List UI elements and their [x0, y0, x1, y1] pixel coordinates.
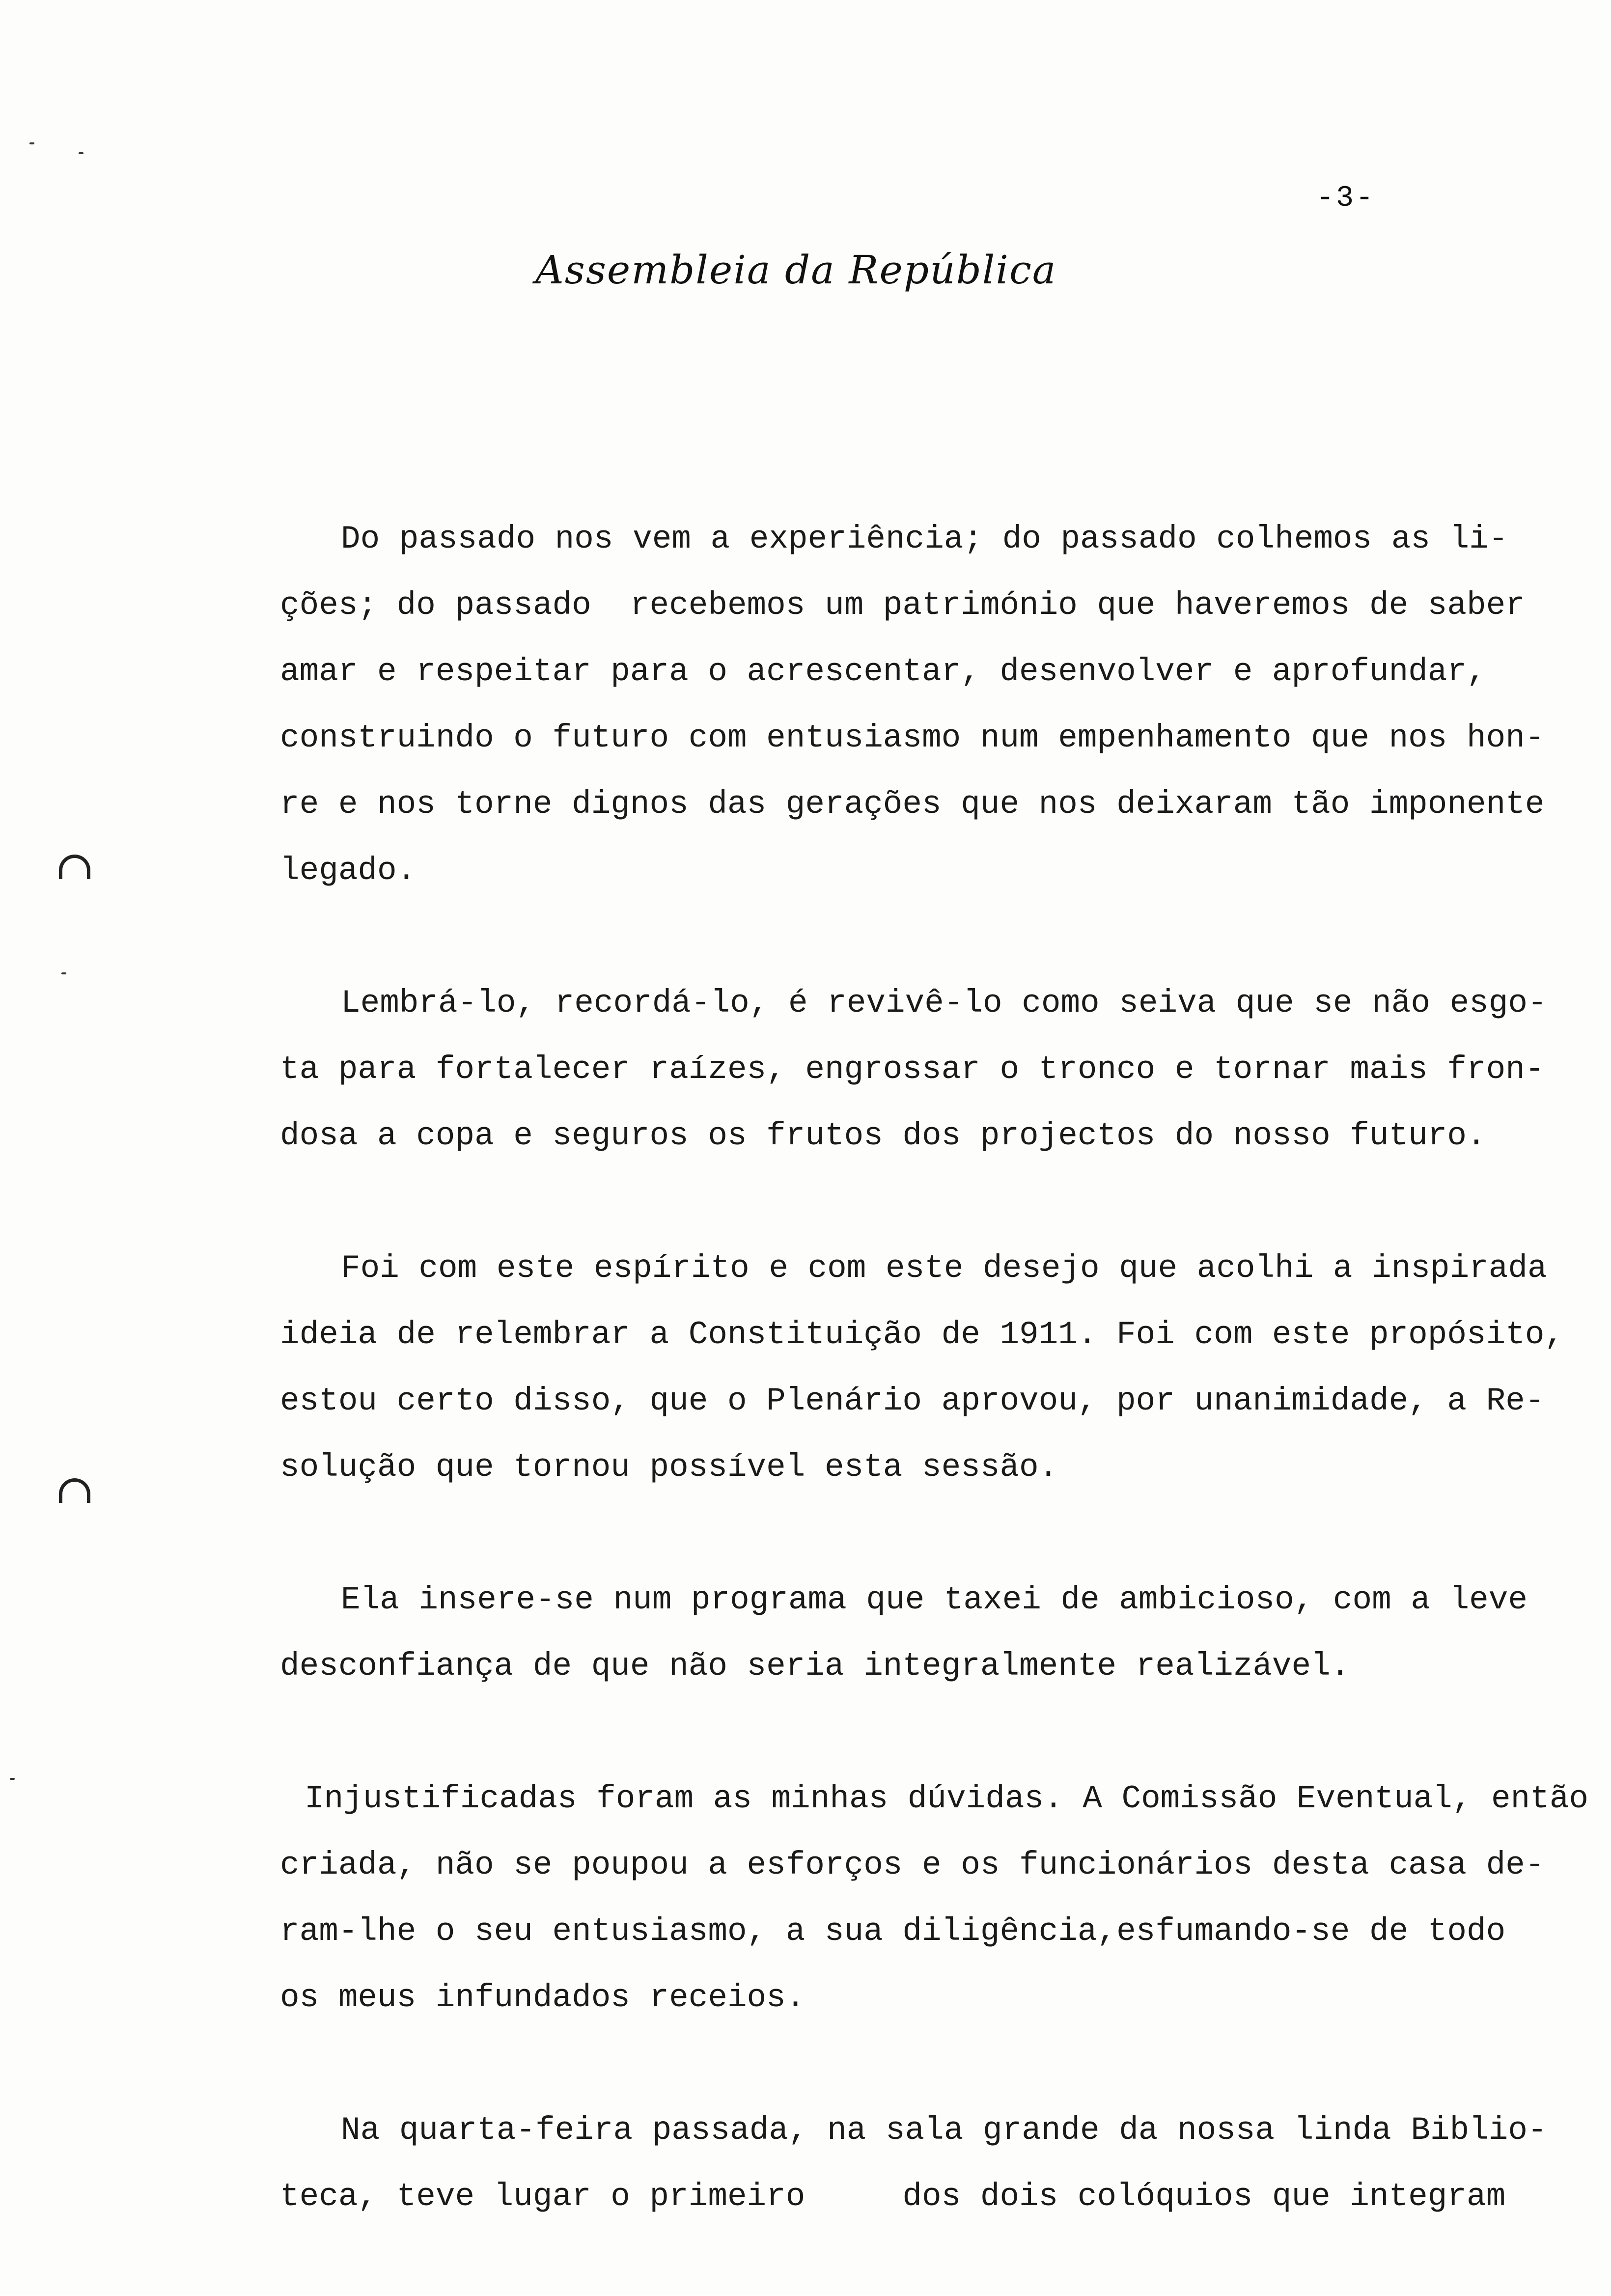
- paragraph: [280, 1766, 1589, 2031]
- text-line: amar e respeitar para o acrescentar, desenvolver e aprofundar,: [280, 653, 1486, 690]
- text-line: re e nos torne dignos das gerações que nos deixaram tão imponente: [280, 786, 1545, 823]
- text-line: ções; do passado recebemos um património que haveremos de saber: [280, 587, 1525, 624]
- paragraph: [280, 2097, 1557, 2230]
- text-line: legado.: [280, 852, 417, 889]
- text-line: ta para fortalecer raízes, engrossar o tronco e tornar mais fron-: [280, 1051, 1545, 1088]
- text-line: ram-lhe o seu entusiasmo, a sua diligência,esfumando-se de todo: [280, 1913, 1506, 1950]
- text-line: os meus infundados receios.: [280, 1979, 806, 2016]
- paragraph: [280, 1235, 1564, 1500]
- page-number: -3-: [1316, 182, 1376, 215]
- punch-hole-mark: [59, 1478, 90, 1503]
- text-line: dosa a copa e seguros os frutos dos projectos do nosso futuro.: [280, 1117, 1486, 1154]
- letter-body: [280, 506, 1589, 2296]
- punch-hole-mark: [59, 855, 90, 879]
- text-line: Lembrá-lo, recordá-lo, é revivê-lo como seiva que se não esgo-: [341, 985, 1547, 1022]
- text-line: Ela insere-se num programa que taxei de ambicioso, com a leve: [341, 1581, 1528, 1618]
- text-line: Do passado nos vem a experiência; do passado colhemos as li-: [341, 521, 1508, 557]
- scan-speck: [29, 142, 34, 144]
- scan-speck: [10, 1778, 15, 1780]
- text-line: desconfiança de que não seria integralmente realizável.: [280, 1648, 1350, 1685]
- letterhead-script: Assembleia da República: [535, 247, 1057, 293]
- text-line: estou certo disso, que o Plenário aprovou, por unanimidade, a Re-: [280, 1383, 1545, 1419]
- scan-speck: [61, 972, 66, 974]
- text-line: Foi com este espírito e com este desejo que acolhi a inspirada: [341, 1250, 1547, 1287]
- paragraph: [280, 506, 1557, 904]
- paragraph: [280, 1567, 1557, 1699]
- text-line: solução que tornou possível esta sessão.: [280, 1449, 1058, 1486]
- text-line: Na quarta-feira passada, na sala grande da nossa linda Biblio-: [341, 2112, 1547, 2149]
- scan-speck: [79, 152, 83, 154]
- text-line: ideia de relembrar a Constituição de 1911. Foi com este propósito,: [280, 1316, 1564, 1353]
- paragraph: [280, 970, 1557, 1169]
- text-line: Injustificadas foram as minhas dúvidas. A Comissão Eventual, então: [305, 1780, 1589, 1817]
- text-line: construindo o futuro com entusiasmo num empenhamento que nos hon-: [280, 719, 1545, 756]
- text-line: criada, não se poupou a esforços e os funcionários desta casa de-: [280, 1847, 1545, 1883]
- text-line: teca, teve lugar o primeiro dos dois colóquios que integram: [280, 2178, 1506, 2215]
